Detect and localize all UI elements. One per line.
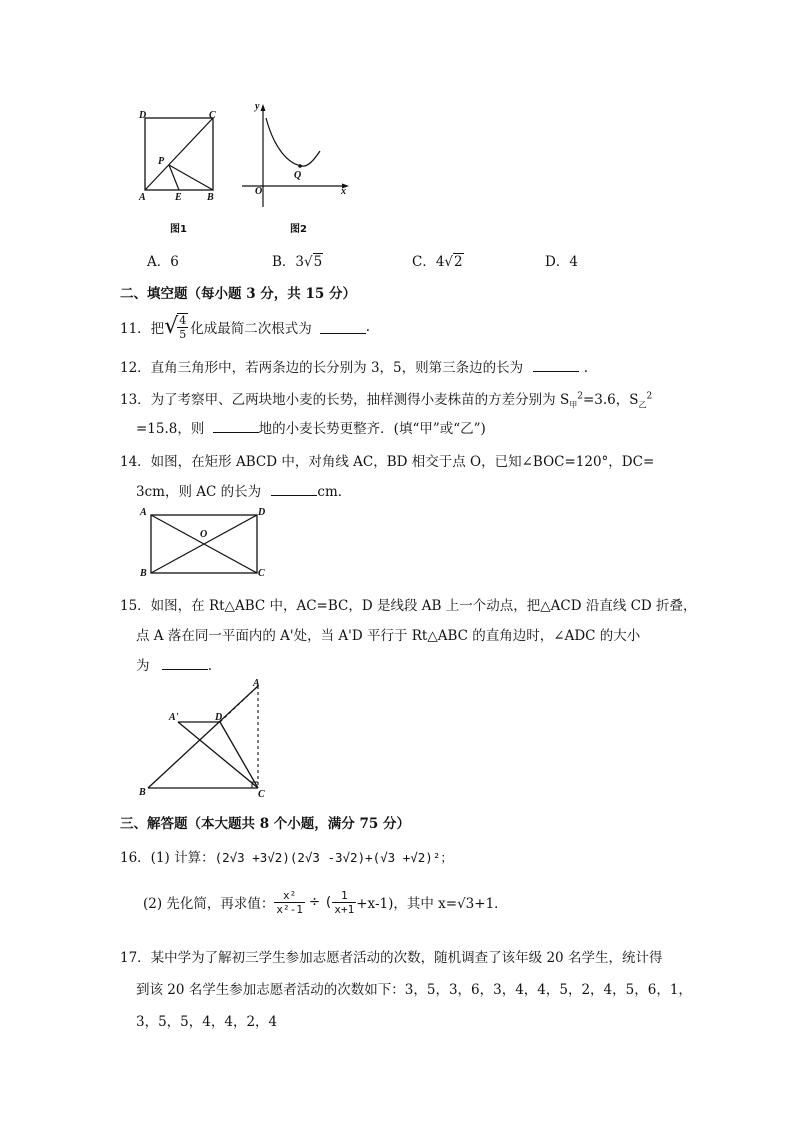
q14-label-d: D: [258, 507, 266, 518]
q16-frac2-num: 1: [332, 889, 356, 903]
question-16-part-2: (2) 先化简，再求值： $\frac{\text{x²}}{\text{x²-1}}$ ÷ ( $\frac{1}{x+1}$ +x-1)，其中 x=√3+1．: [143, 888, 508, 916]
fig2-label-x: x: [341, 186, 346, 197]
q14-label-b: B: [140, 568, 147, 579]
question-14-line-1: [120, 450, 654, 470]
fig2-label-y: y: [255, 101, 260, 112]
question-15-line-1: [120, 594, 697, 614]
q15-line2: 点 A 落在同一平面内的 A'处，当 A'D 平行于 Rt△ABC 的直角边时，∠ADC 的大小: [136, 628, 641, 644]
fig2-label-o: O: [255, 186, 263, 197]
function-curve: [266, 118, 320, 166]
q15-answer-blank[interactable]: [162, 656, 208, 670]
q15-label-d: D: [215, 712, 223, 723]
q17-line2: 到该 20 名学生参加志愿者活动的次数如下：3，5，3，6，3，4，4，5，2，4，5，6，1，: [136, 982, 692, 998]
q14-line2a: 3cm，则 AC 的长为: [136, 484, 262, 500]
section-3-title: 三、解答题（本大题共 8 个小题，满分 75 分）: [120, 816, 410, 832]
segment-ad-dashed: [220, 686, 258, 722]
q11-prefix: 11．把: [120, 321, 165, 337]
q14-line2b: cm．: [317, 484, 352, 500]
q13-mid: =3.6，S: [582, 392, 639, 408]
question-15-line-3: [136, 654, 212, 674]
q16-div: ÷: [308, 894, 321, 910]
q11-answer-blank[interactable]: [320, 320, 366, 334]
q11-end: .: [365, 319, 371, 335]
question-13-line-2: [136, 417, 486, 437]
q13-answer-blank[interactable]: [213, 419, 259, 433]
q10-option-b-prefix: B．3: [272, 254, 305, 270]
q10-option-c-prefix: C．4: [412, 254, 445, 270]
question-16-part-1: [120, 846, 453, 866]
fig1-label-e: E: [175, 192, 182, 203]
q11-frac-num: 4: [179, 314, 187, 327]
fig2-label-q: Q: [294, 170, 302, 181]
q16-part1-label: 16．(1) 计算：: [120, 850, 215, 866]
question-17-line-3: [136, 1010, 277, 1030]
q12-end: .: [583, 360, 589, 376]
q13-sup1: 2: [577, 391, 583, 402]
q13-line1: 13．为了考察甲、乙两块地小麦的长势，抽样测得小麦株苗的方差分别为 S: [120, 392, 570, 408]
q10-option-c: C．4√2: [412, 254, 463, 270]
fig1-label-c: C: [209, 110, 216, 121]
q10-option-b: B．3√5: [272, 254, 323, 270]
q13-line2b: 地的小麦长势更整齐．(填“甲”或“乙”): [258, 421, 486, 437]
q13-sup2: 2: [646, 391, 653, 402]
q13-sub2: 乙: [638, 400, 647, 410]
q13-sub1: 甲: [569, 400, 578, 410]
q16-frac1-den: x²-1: [276, 902, 303, 916]
section-2-title: 二、填空题（每小题 3 分，共 15 分）: [120, 286, 356, 302]
segment-dc: [220, 722, 258, 788]
question-14-line-2: [136, 480, 351, 500]
q14-line1: 14．如图，在矩形 ABCD 中，对角线 AC，BD 相交于点 O，已知∠BOC=120°，DC=: [120, 454, 655, 470]
q10-option-d: D．4: [545, 254, 578, 270]
q15-label-a: A: [253, 678, 260, 689]
q12-text: 12．直角三角形中，若两条边的长分别为 3，5，则第三条边的长为: [120, 360, 524, 376]
q10-option-c-radicand: 2: [454, 254, 463, 270]
q14-label-c: C: [258, 568, 265, 579]
figure-triangle-abc: [140, 678, 270, 800]
q15-label-c: C: [258, 789, 265, 800]
fig1-label-b: B: [207, 192, 214, 203]
q15-line1: 15．如图，在 Rt△ABC 中，AC=BC，D 是线段 AB 上一个动点，把△ACD 沿直线 CD 折叠，: [120, 598, 697, 614]
fig1-label-a: A: [139, 192, 146, 203]
q17-line3: 3，5，5，4，4，2，4: [136, 1014, 278, 1030]
q15-label-b: B: [139, 787, 146, 798]
q10-option-a: A．6: [147, 254, 179, 270]
question-17-line-1: [120, 946, 662, 966]
question-12: [120, 356, 588, 376]
q13-line2a: =15.8，则: [136, 421, 205, 437]
q16-tail: +x-1)，其中 x=√3+1．: [356, 896, 508, 912]
q14-label-a: A: [140, 507, 147, 518]
q11-text: 化成最简二次根式为: [190, 321, 312, 337]
side-ab: [148, 686, 258, 788]
fig2-caption: 图2: [290, 224, 307, 235]
question-17-line-2: [136, 978, 692, 998]
y-axis-arrow: [261, 104, 266, 111]
fig1-label-d: D: [139, 110, 147, 121]
q16-frac1-num: x²: [274, 889, 305, 903]
question-15-line-2: [136, 624, 640, 644]
q14-answer-blank[interactable]: [271, 482, 317, 496]
q16-part2-label: (2) 先化简，再求值：: [143, 896, 275, 912]
segment-a-prime-c: [178, 722, 258, 788]
q15-label-a-prime: A': [169, 712, 179, 723]
q17-line1: 17．某中学为了解初三学生参加志愿者活动的次数，随机调查了该年级 20 名学生，统计得: [120, 950, 663, 966]
q12-answer-blank[interactable]: [533, 358, 579, 372]
q16-frac2-den: x+1: [334, 902, 355, 916]
q16-part1-expr: (2√3 +3√2)(2√3 -3√2)+(√3 +√2)²；: [214, 850, 453, 865]
fig1-label-p: P: [158, 156, 165, 167]
q15-line3b: .: [207, 658, 213, 674]
question-13-line-1: [120, 388, 652, 411]
segment-pe: [169, 165, 179, 190]
q14-label-o: O: [200, 529, 208, 540]
q10-option-b-radicand: 5: [313, 254, 323, 270]
point-q: [298, 164, 302, 168]
diagonal-ac: [145, 118, 213, 190]
q15-line3a: 为: [136, 658, 150, 674]
figure-rectangle-abcd: [145, 510, 265, 580]
question-11: 11．把 √ $\frac{4}{5}$ 化成最简二次根式为 .: [120, 314, 371, 341]
fig1-caption: 图1: [170, 224, 187, 235]
q11-frac-den: 5: [179, 328, 187, 341]
segment-pb: [169, 165, 213, 190]
